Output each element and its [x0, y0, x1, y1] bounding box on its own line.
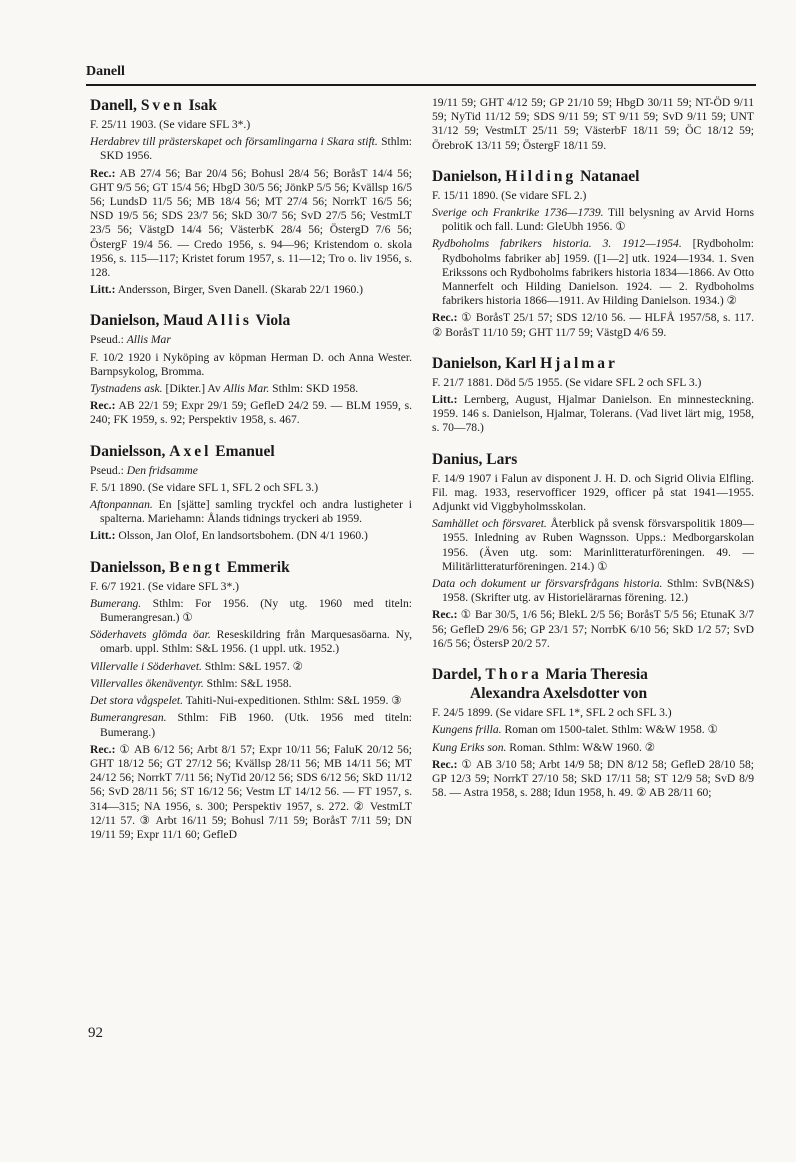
literature: Litt.: Olsson, Jan Olof, En landsortsbohem. (DN 4/1 1960.) [90, 529, 368, 543]
entry-heading: Danielson, Maud Allis Viola [90, 312, 291, 330]
header-rule [86, 84, 756, 86]
reviews: Rec.: AB 22/1 59; Expr 29/1 59; GefleD 24/2 59. — BLM 1959, s. 240; FK 1959, s. 92; Perspektiv 1958, s. 467. [90, 399, 412, 427]
page-number: 92 [88, 1025, 103, 1041]
reviews-continued: 19/11 59; GHT 4/12 59; GP 21/10 59; HbgD 30/11 59; NT-ÖD 9/11 59; NyTid 11/12 59; SDS 9/11 59; ST 9/11 59; SvD 9/11 59; UNT 31/12 59; VestmLT 25/11 59; VästerbF 18/11 59; ÖC 18/12 59; ÖrebroK 13/11 59; ÖstergF 18/11 59. [432, 96, 754, 152]
work-item: Det stora vågspelet. Tahiti-Nui-expeditionen. Sthlm: S&L 1959. ③ [90, 694, 402, 708]
work-item: Herdabrev till prästerskapet och församlingarna i Skara stift. Sthlm: SKD 1956. [90, 135, 413, 163]
work-item: Data och dokument ur försvarsfrågans historia. Sthlm: SvB(N&S) 1958. (Skrifter utg. av Historielärarnas förening. 12.) [432, 577, 755, 605]
bio-line: F. 6/7 1921. (Se vidare SFL 3*.) [90, 579, 240, 593]
running-head: Danell [86, 64, 125, 79]
entry-danius-lars [432, 450, 754, 651]
entry-danielsson-axel [90, 442, 412, 544]
entry-heading: Dardel, Thora Maria Theresia Alexandra Axelsdotter von [432, 666, 648, 703]
entry-heading: Danielsson, Axel Emanuel [90, 442, 275, 460]
work-item: Aftonpannan. En [sjätte] samling tryckfel och andra lustigheter i spalterna. Mariehamn: Ålands tidnings tryckeri ab 1959. [90, 498, 412, 526]
bio-line: F. 14/9 1907 i Falun av disponent J. H. D. och Sigrid Olivia Elfling. Fil. mag. 1933, reservofficer 1929, officer på stat 1941—1955. Adjunkt vid Viggbyholmsskolan. [432, 471, 754, 514]
entry-heading: Danielsson, Bengt Emmerik [90, 558, 290, 576]
entry-heading: Danielson, Karl Hjalmar [432, 354, 618, 372]
bio-line: F. 5/1 1890. (Se vidare SFL 1, SFL 2 och SFL 3.) [90, 480, 319, 494]
entry-danielson-hilding [432, 167, 754, 340]
entry-heading: Danielson, Hilding Natanael [432, 167, 640, 185]
reviews: Rec.: ① AB 6/12 56; Arbt 8/1 57; Expr 10/11 56; FaluK 20/12 56; GHT 18/12 56; GT 27/12 56; Kvällsp 28/11 56; MB 14/11 56; MT 24/12 56; NorrkT 7/11 56; NyTid 20/12 56; SDS 6/12 56; SkD 11/12 56; SvD 28/11 56; ST 16/12 56; Vestm LT 14/12 56. — FT 1957, s. 314—315; NA 1956, s. 300; Perspektiv 1957, s. 272. ② VestmLT 12/11 57. ③ Arbt 16/11 59; Bohusl 7/11 59; BoråsT 7/11 59; DN 19/11 59; Expr 11/1 60; GefleD [90, 742, 412, 841]
literature: Litt.: Lernberg, August, Hjalmar Danielson. En minnesteckning. 1959. 146 s. Danielson, Hjalmar, Tolerans. (Vad livet lärt mig, 1958, s. 70—78.) [432, 393, 754, 435]
right-column [432, 96, 754, 814]
pseudonym: Pseud.: Allis Mar [90, 333, 171, 347]
entry-danielsson-bengt [90, 558, 412, 842]
entry-heading: Danius, Lars [432, 450, 518, 468]
work-item: Bumerang. Sthlm: For 1956. (Ny utg. 1960 med titeln: Bumerangresan.) ① [90, 596, 412, 625]
bio-line: F. 10/2 1920 i Nyköping av köpman Herman D. och Anna Wester. Barnpsykolog, Bromma. [90, 350, 412, 378]
bio-line: F. 15/11 1890. (Se vidare SFL 2.) [432, 188, 587, 202]
entry-heading: Danell, Sven Isak [90, 97, 217, 114]
work-item: Rydboholms fabrikers historia. 3. 1912—1954. [Rydboholm: Rydboholms fabriker ab] 1959. ([1—2] utk. 1924—1934. 1. Sven Erikssons och Rydboholms fabrikers historia 1834—1866. Av Otto Mannerfelt och Hilding Danielson. 1924. — 2. Rydboholms fabrikers historia 1866—1911. Av Hilding Danielson. 1934.) ② [432, 237, 754, 308]
reviews: Rec.: AB 27/4 56; Bar 20/4 56; Bohusl 28/4 56; BoråsT 14/4 56; GHT 9/5 56; GT 15/4 56; HbgD 30/5 56; JönkP 5/5 56; Kvällsp 16/5 56; LundsD 11/5 56; MB 18/4 56; MT 27/4 56; NorrkT 16/5 56; NSD 19/5 56; SDS 23/7 56; SkD 30/7 56; SvD 27/5 56; VestmLT 23/5 56; VästgD 14/4 56; VästerbK 28/4 56; ÖstergD 7/6 56; ÖstergF 19/4 56. — Credo 1956, s. 94—96; Kristendom o. skola 1956, s. 115—117; Kristet forum 1957, s. 11—12; Tro o. liv 1956, s. 128. [90, 166, 412, 280]
work-item: Tystnadens ask. [Dikter.] Av Allis Mar. Sthlm: SKD 1958. [90, 382, 359, 396]
literature: Litt.: Andersson, Birger, Sven Danell. (Skarab 22/1 1960.) [90, 283, 364, 297]
reviews: Rec.: ① BoråsT 25/1 57; SDS 12/10 56. — HLFÅ 1957/58, s. 117. ② BoråsT 11/10 59; GHT 11/7 59; VästgD 4/6 59. [432, 311, 754, 339]
left-column [90, 96, 412, 856]
bio-line: F. 24/5 1899. (Se vidare SFL 1*, SFL 2 och SFL 3.) [432, 706, 672, 720]
reviews: Rec.: ① Bar 30/5, 1/6 56; BlekL 2/5 56; BoråsT 5/5 56; EtunaK 3/7 56; GefleD 29/6 56; GP 23/1 57; NorrbK 6/10 56; SkD 1/2 57; SvD 16/5 56; ÖstersP 20/2 57. [432, 608, 754, 650]
work-item: Kungens frilla. Roman om 1500-talet. Sthlm: W&W 1958. ① [432, 723, 718, 737]
reviews: Rec.: ① AB 3/10 58; Arbt 14/9 58; DN 8/12 58; GefleD 28/10 58; GP 12/3 59; NorrkT 27/10 58; SkD 17/11 58; ST 12/9 58; SvD 8/9 58. — Astra 1958, s. 288; Idun 1958, h. 49. ② AB 28/11 60; [432, 757, 754, 800]
work-item: Samhället och försvaret. Återblick på svensk försvarspolitik 1809—1955. Inledning av Ruben Wagnsson. Upps.: Medborgarskolan 1956. (Även utg. som: Marinlitteraturföreningen. 49. — Militärlitteraturföreningen. 214.) ① [432, 517, 754, 573]
bio-line: F. 21/7 1881. Död 5/5 1955. (Se vidare SFL 2 och SFL 3.) [432, 375, 702, 389]
work-item: Söderhavets glömda öar. Reseskildring från Marquesasöarna. Ny, omarb. uppl. Sthlm: S&L 1956. (1 uppl. utk. 1952.) [90, 628, 412, 656]
entry-dardel-thora [432, 665, 754, 800]
entry-danielson-hjalmar [432, 354, 754, 436]
work-item: Sverige och Frankrike 1736—1739. Till belysning av Arvid Horns politik och fall. Lund: GleUbh 1956. ① [432, 206, 754, 234]
work-item: Kung Eriks son. Roman. Sthlm: W&W 1960. ② [432, 740, 656, 754]
bio-line: F. 25/11 1903. (Se vidare SFL 3*.) [90, 118, 251, 131]
pseudonym: Pseud.: Den fridsamme [90, 463, 198, 477]
work-item: Bumerangresan. Sthlm: FiB 1960. (Utk. 1956 med titeln: Bumerang.) [90, 711, 412, 739]
entry-danielson-maud [90, 311, 412, 427]
entry-danell-sven [90, 96, 412, 297]
work-item: Villervalle i Söderhavet. Sthlm: S&L 1957. ② [90, 659, 304, 673]
work-item: Villervalles ökenäventyr. Sthlm: S&L 1958. [90, 676, 292, 690]
entry-continuation [432, 96, 754, 153]
